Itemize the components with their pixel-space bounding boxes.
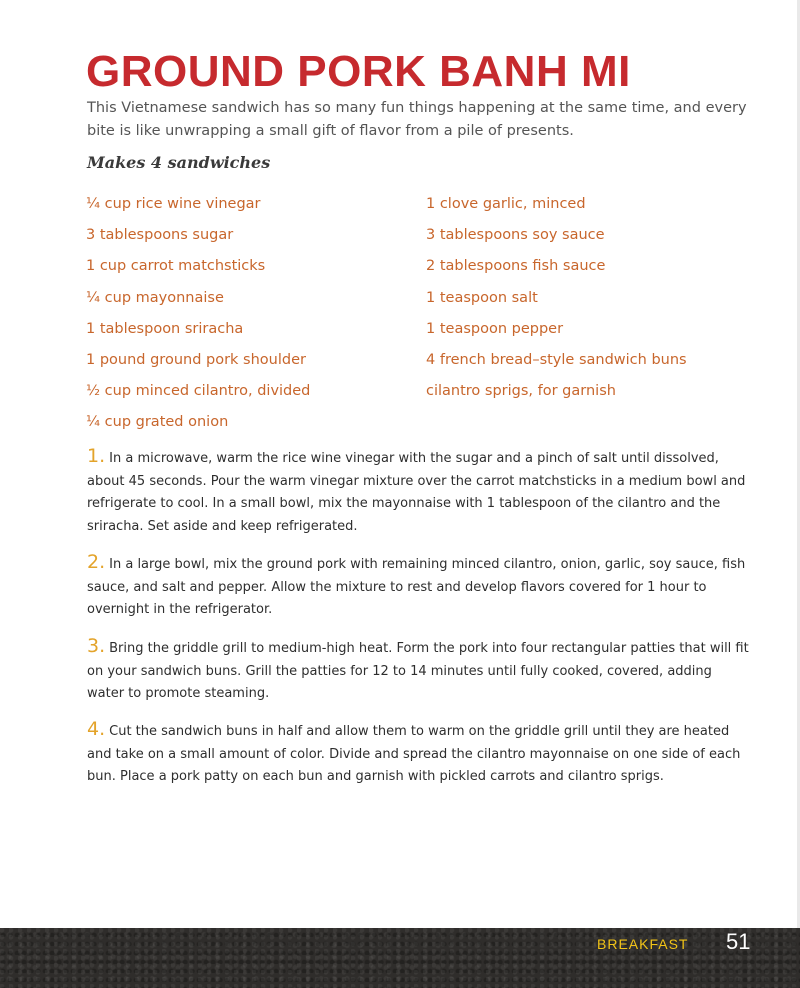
ingredient-item: 1 clove garlic, minced	[426, 196, 586, 212]
ingredient-item: 2 tablespoons fish sauce	[426, 258, 606, 275]
step-number: 3.	[87, 635, 106, 657]
recipe-yield: Makes 4 sandwiches	[87, 153, 271, 172]
step-2	[87, 551, 752, 622]
ingredients-left-column	[86, 189, 310, 439]
step-text: In a microwave, warm the rice wine vinegar with the sugar and a pinch of salt until dissolved, about 45 seconds. Pour the warm vinegar mixture over the carrot matchsticks in a medium bowl and refrigerate to cool. In a small bowl, mix the mayonnaise with 1 tablespoon of the cilantro and the sriracha. Set aside and keep refrigerated.	[87, 451, 746, 534]
ingredient-item: 1 pound ground pork shoulder	[86, 352, 306, 369]
step-number: 4.	[87, 718, 106, 740]
ingredient-item: ½ cup minced cilantro, divided	[86, 383, 311, 400]
page-number: 51	[726, 929, 751, 954]
ingredient-item: 3 tablespoons soy sauce	[426, 227, 605, 244]
ingredient-item: 4 french bread–style sandwich buns	[426, 352, 687, 369]
recipe-title: GROUND PORK BANH MI	[86, 47, 631, 96]
ingredient-item: ¼ cup rice wine vinegar	[86, 196, 261, 212]
step-text: Cut the sandwich buns in half and allow them to warm on the griddle grill until they are heated and take on a small amount of color. Divide and spread the cilantro mayonnaise on one side of each bun. Place a pork patty on each bun and garnish with pickled carrots and cilantro sprigs.	[87, 724, 741, 784]
ingredients-right-column	[426, 189, 687, 407]
ingredient-item: 1 teaspoon pepper	[426, 320, 564, 337]
ingredient-item: ¼ cup mayonnaise	[86, 289, 224, 306]
step-4	[87, 718, 752, 789]
ingredient-item: 1 cup carrot matchsticks	[86, 258, 266, 275]
step-1	[87, 445, 752, 538]
recipe-intro: This Vietnamese sandwich has so many fun things happening at the same time, and every bite is like unwrapping a small gift of flavor from a pile of presents.	[87, 100, 747, 139]
step-text: Bring the griddle grill to medium-high heat. Form the pork into four rectangular patties that will fit on your sandwich buns. Grill the patties for 12 to 14 minutes until fully cooked, covered, adding water to promote steaming.	[87, 641, 749, 701]
step-3	[87, 635, 752, 706]
footer-section-label: BREAKFAST	[597, 936, 689, 952]
ingredient-item: 1 teaspoon salt	[426, 289, 538, 306]
ingredient-item: ¼ cup grated onion	[86, 414, 229, 431]
step-text: In a large bowl, mix the ground pork with remaining minced cilantro, onion, garlic, soy sauce, fish sauce, and salt and pepper. Allow the mixture to rest and develop flavors covered for 1 hour to overnight in the refrigerator.	[87, 557, 746, 617]
step-number: 1.	[87, 445, 106, 467]
ingredient-item: 1 tablespoon sriracha	[86, 320, 244, 337]
ingredient-item: 3 tablespoons sugar	[86, 227, 234, 244]
ingredient-item: cilantro sprigs, for garnish	[426, 383, 616, 400]
step-number: 2.	[87, 551, 106, 573]
